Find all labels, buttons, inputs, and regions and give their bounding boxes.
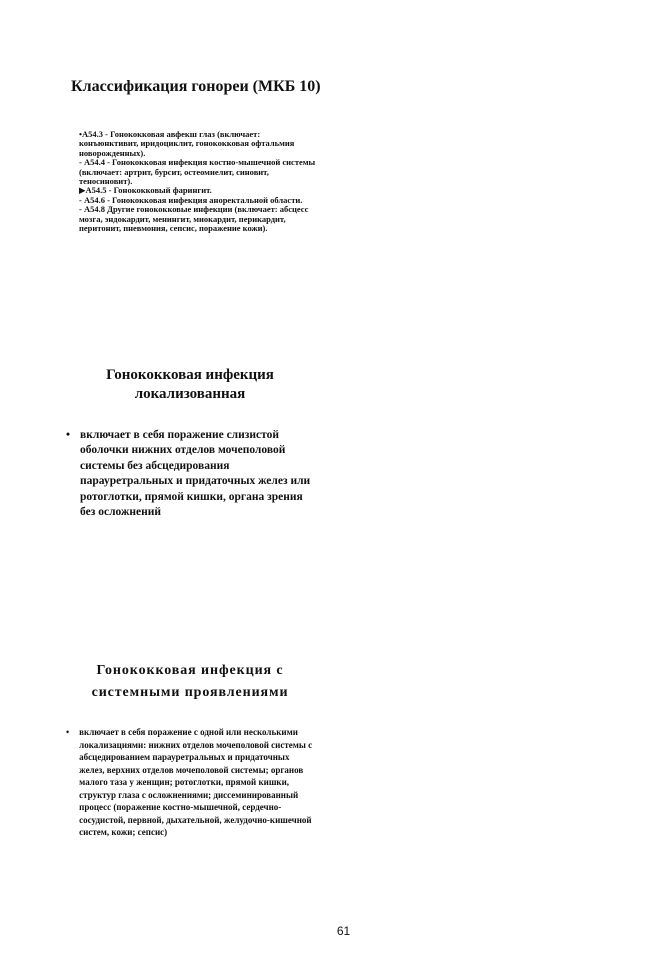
section-title-systemic xyxy=(60,660,320,704)
paragraph-text: включает в себя поражение с одной или несколькими локализациями: нижних отделов мочеполовой системы с абсцедированием парауретральных и придаточных желез, верхних отделов мочеполовой системы; органов малого таза у женщин; ротоглотки, прямой кишки, структур глаза с осложнениями; диссеминированный процесс (поражение костно-мышечной, сердечно-сосудистой, первной, дыхательной, желудочно-кишечной систем, кожи; сепсис) xyxy=(79,727,313,837)
bullet-icon: • xyxy=(66,429,71,441)
page-number: 61 xyxy=(336,924,351,938)
title-line: Гонококковая инфекция с xyxy=(96,663,284,678)
localized-description xyxy=(66,428,316,520)
classification-list xyxy=(79,130,319,233)
list-item: •А54.3 - Гонококковая авфекш глаз (включает: конъюнктивит, иридоциклит, гонококковая офтальмия новорожденных). xyxy=(79,129,295,158)
section-title-localized xyxy=(60,366,320,404)
list-item: - А54.8 Другие гонококковые инфекции (включает: абсцесс мозга, эндокардит, менингит, миокардит, перикардит, перитонит, пневмония, сепсис, поражение кожи). xyxy=(79,204,309,234)
title-line: локализованная xyxy=(134,386,246,402)
title-line: системными проявлениями xyxy=(91,685,289,700)
bullet-icon: • xyxy=(66,727,70,737)
title-line: Гонококковая инфекция xyxy=(106,367,274,383)
list-item: - А54.6 - Гонококковая инфекция аноректальной области. xyxy=(79,194,303,205)
paragraph-text: включает в себя поражение слизистой оболочки нижних отделов мочеполовой системы без абсцедирования парауретральных и придаточных желез или ротоглотки, прямой кишки, органа зрения без осложнений xyxy=(80,429,311,519)
section-title-classification: Классификация гонореи (МКБ 10) xyxy=(71,78,321,95)
list-item: ▶А54.5 - Гонококковый фарингит. xyxy=(79,185,212,196)
systemic-description xyxy=(66,726,316,839)
list-item: - А54.4 - Гонококковая инфекция костно-мышечной системы (включает: артрит, бурсит, остеомиелит, синовит, теносиновит). xyxy=(79,157,316,187)
